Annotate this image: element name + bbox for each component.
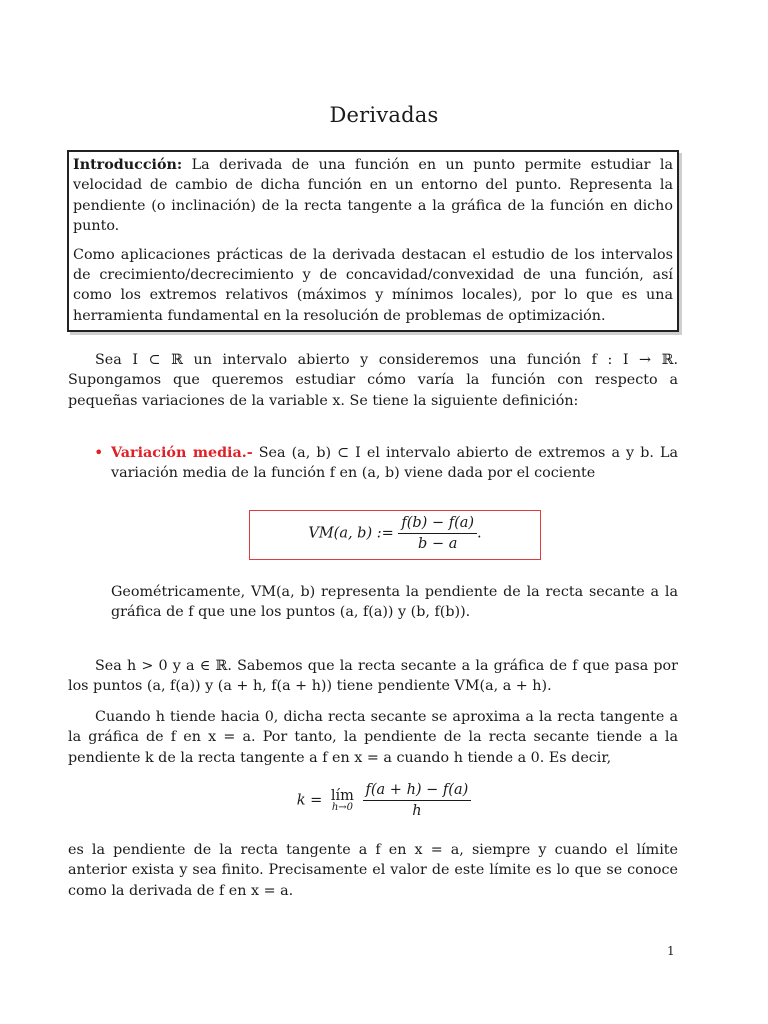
formula-denominator: b − a bbox=[418, 536, 458, 552]
paragraph-derivative-definition: es la pendiente de la recta tangente a f en x = a, siempre y cuando el límite anterior exista y sea finito. Precisamente el valor de este límite es lo que se conoce como la derivada de f en x = a. bbox=[68, 842, 678, 899]
introduction-box bbox=[67, 150, 679, 332]
limit-equation bbox=[0, 782, 768, 819]
formula-expression bbox=[250, 515, 540, 552]
formula-numerator: f(b) − f(a) bbox=[398, 515, 477, 534]
limit-subscript: h→0 bbox=[331, 802, 353, 813]
formula-fraction bbox=[398, 515, 477, 552]
formula-box-variacion-media bbox=[249, 510, 541, 560]
paragraph-secant-line: Sea h > 0 y a ∈ ℝ. Sabemos que la recta secante a la gráfica de f que pasa por los puntos (a, f(a)) y (a + h, f(a + h)) tiene pendiente VM(a, a + h). bbox=[68, 658, 678, 695]
limit-fraction bbox=[363, 782, 472, 819]
paragraph-tangent-limit: Cuando h tiende hacia 0, dicha recta secante se aproxima a la recta tangente a la gráfica de f en x = a. Por tanto, la pendiente de la recta secante tiende a la pendiente k de la recta tangente a f en x = a cuando h tiende a 0. Es decir, bbox=[68, 709, 678, 766]
page-title: Derivadas bbox=[329, 103, 439, 127]
intro-label: Introducción: bbox=[73, 157, 183, 173]
limit-lhs: k = bbox=[296, 792, 323, 809]
limit-operator bbox=[331, 788, 354, 813]
limit-word: lím bbox=[330, 788, 354, 804]
bullet-title: Variación media.- bbox=[111, 445, 253, 461]
page-number: 1 bbox=[667, 944, 675, 958]
intro-paragraph-2: Como aplicaciones prácticas de la derivada destacan el estudio de los intervalos de crecimiento/decrecimiento y de concavidad/convexidad de una función, así como los extremos relativos (máximos y mínimos locales), por lo que es una herramienta fundamental en la resolución de problemas de optimización. bbox=[73, 246, 673, 324]
limit-denominator: h bbox=[412, 803, 422, 819]
bullet-text: Sea (a, b) ⊂ I el intervalo abierto de extremos a y b. La variación media de la función f en (a, b) viene dada por el cociente bbox=[111, 445, 678, 482]
paragraph-geometric-meaning: Geométricamente, VM(a, b) representa la pendiente de la recta secante a la gráfica de f que une los puntos (a, f(a)) y (b, f(b)). bbox=[111, 584, 678, 621]
formula-lhs: VM(a, b) := bbox=[308, 525, 394, 542]
intro-text-1: La derivada de una función en un punto permite estudiar la velocidad de cambio de dicha función en un entorno del punto. Representa la pendiente (o inclinación) de la recta tangente a la gráfica de la función en dicho punto. bbox=[73, 157, 673, 235]
limit-numerator: f(a + h) − f(a) bbox=[363, 782, 472, 801]
bullet-item-variacion-media bbox=[94, 443, 678, 484]
formula-period: . bbox=[477, 525, 482, 542]
bullet-icon: • bbox=[94, 443, 104, 462]
intro-paragraph-1 bbox=[73, 155, 673, 237]
paragraph-definition-intro: Sea I ⊂ ℝ un intervalo abierto y consideremos una función f : I → ℝ. Supongamos que queremos estudiar cómo varía la función con respecto a pequeñas variaciones de la variable x. Se tiene la siguiente definición: bbox=[68, 352, 678, 409]
bullet-body bbox=[111, 443, 678, 484]
